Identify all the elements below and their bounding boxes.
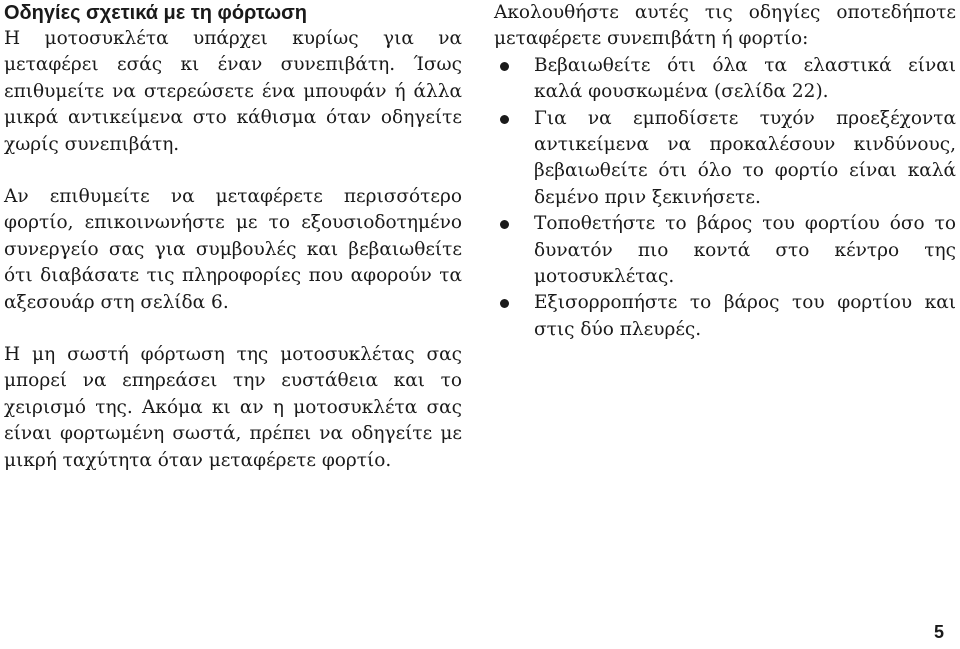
list-item-text: Εξισορροπήστε το βάρος του φορτίου και στις δύο πλευρές. — [534, 292, 956, 340]
paragraph-intro: Η μοτοσυκλέτα υπάρχει κυρίως για να μεταφέρει εσάς κι έναν συνεπιβάτη. Ίσως επιθυμείτε να στερεώσετε ένα μπουφάν ή άλλα μικρά αντικείμενα στο κάθισμα όταν οδηγείτε χωρίς συνεπιβάτη. — [4, 28, 462, 155]
list-item — [494, 106, 956, 212]
right-column — [494, 0, 956, 343]
guidelines-intro: Ακολουθήστε αυτές τις οδηγίες οποτεδήποτε μεταφέρετε συνεπιβάτη ή φορτίο: — [494, 2, 956, 50]
list-item-text: Τοποθετήστε το βάρος του φορτίου όσο το δυνατόν πιο κοντά στο κέντρο της μοτοσυκλέτας. — [534, 213, 956, 288]
bullet-icon — [500, 115, 509, 124]
page-number: 5 — [933, 622, 944, 642]
paragraph-stability: Η μη σωστή φόρτωση της μοτοσυκλέτας σας μπορεί να επηρεάσει την ευστάθεια και το χειρισμό της. Ακόμα κι αν η μοτοσυκλέτα σας είναι φορτωμένη σωστά, πρέπει να οδηγείτε με μικρή ταχύτητα όταν μεταφέρετε φορτίο. — [4, 344, 462, 471]
guidelines-list — [494, 53, 956, 343]
bullet-icon — [500, 220, 509, 229]
list-item — [494, 53, 956, 106]
bullet-icon — [500, 299, 509, 308]
list-item-text: Βεβαιωθείτε ότι όλα τα ελαστικά είναι καλά φουσκωμένα (σελίδα 22). — [534, 54, 956, 103]
bullet-icon — [500, 62, 509, 71]
list-item-text: Για να εμποδίσετε τυχόν προεξέχοντα αντικείμενα να προκαλέσουν κινδύνους, βεβαιωθείτε ότι όλο το φορτίο είναι καλά δεμένο πριν ξεκινήσετε. — [534, 107, 956, 208]
paragraph-accessories: Αν επιθυμείτε να μεταφέρετε περισσότερο φορτίο, επικοινωνήστε με το εξουσιοδοτημένο συνεργείο σας για συμβουλές και βεβαιωθείτε ότι διαβάσατε τις πληροφορίες που αφορούν τα αξεσουάρ στη σελίδα 6. — [4, 186, 462, 313]
list-item — [494, 290, 956, 343]
section-heading: Οδηγίες σχετικά με τη φόρτωση — [4, 2, 308, 24]
left-column — [4, 0, 462, 474]
list-item — [494, 211, 956, 290]
